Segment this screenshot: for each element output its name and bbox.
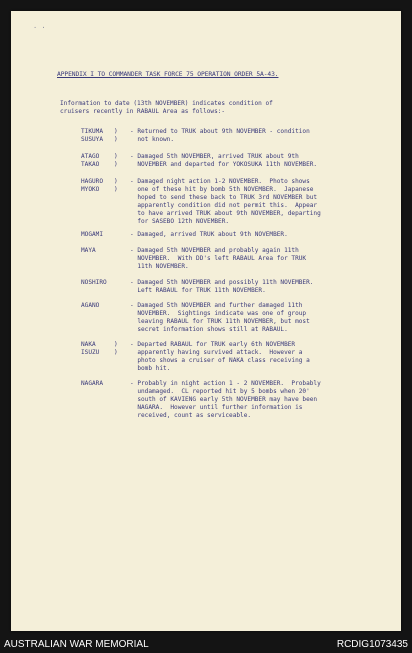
ship-status: - Damaged 5th NOVEMBER and further damaged 11th NOVEMBER. Sightings indicate was one of group leaving RABAUL for TRUK 11th NOVEMBER, but most secret information shows still at RABAUL.: [130, 302, 310, 334]
ship-status: - Returned to TRUK about 9th NOVEMBER - condition not known.: [130, 128, 310, 144]
brace: ) ): [114, 128, 118, 144]
ship-names: AGANO: [81, 302, 100, 309]
ship-status: - Probably in night action 1 - 2 NOVEMBER. Probably undamaged. CL reported hit by 5 bombs when 20' south of KAVIENG early 5th NOVEMBER may have been NAGARA. However until further information is received, count as serviceable.: [130, 380, 321, 420]
document-title: APPENDIX I TO COMMANDER TASK FORCE 75 OPERATION ORDER 5A-43.: [57, 71, 279, 78]
ship-status: - Damaged night action 1-2 NOVEMBER. Photo shows one of these hit by bomb 5th NOVEMBER. Japanese hoped to send these back to TRUK 3rd NOVEMBER but apparently condition did not permit this. Appear to have arrived TRUK about 9th NOVEMBER, departing for SASEBO 12th NOVEMBER.: [130, 178, 321, 226]
brace: ) ): [114, 153, 118, 169]
ship-names: MAYA: [81, 247, 96, 254]
ship-names: NAKA ISUZU: [81, 341, 100, 357]
ship-names: HAGURO MYOKO: [81, 178, 104, 194]
ship-names: NAGARA: [81, 380, 104, 387]
ship-names: MOGAMI: [81, 231, 104, 238]
ship-names: NOSHIRO: [81, 279, 107, 286]
ship-status: - Departed RABAUL for TRUK early 6th NOVEMBER apparently having survived attack. However a photo shows a cruiser of NAKA class receiving a bomb hit.: [130, 341, 310, 373]
archive-name: AUSTRALIAN WAR MEMORIAL: [4, 639, 149, 650]
record-id: RCDIG1073435: [336, 639, 408, 650]
intro-paragraph: Information to date (13th NOVEMBER) indicates condition of cruisers recently in RABAUL Area as follows:-: [60, 100, 273, 116]
ship-names: ATAGO TAKAO: [81, 153, 100, 169]
corner-mark: · ·: [33, 24, 46, 32]
brace: ) ): [114, 178, 118, 194]
archive-footer: [0, 637, 412, 653]
ship-status: - Damaged 5th NOVEMBER, arrived TRUK about 9th NOVEMBER and departed for YOKOSUKA 11th NOVEMBER.: [130, 153, 318, 169]
ship-status: - Damaged 5th NOVEMBER and possibly 11th NOVEMBER. Left RABAUL for TRUK 11th NOVEMBER.: [130, 279, 314, 295]
ship-names: TIKUMA SUSUYA: [81, 128, 104, 144]
ship-status: - Damaged, arrived TRUK about 9th NOVEMBER.: [130, 231, 288, 238]
ship-status: - Damaged 5th NOVEMBER and probably again 11th NOVEMBER. With DD's left RABAUL Area for TRUK 11th NOVEMBER.: [130, 247, 307, 271]
brace: ) ): [114, 341, 118, 357]
